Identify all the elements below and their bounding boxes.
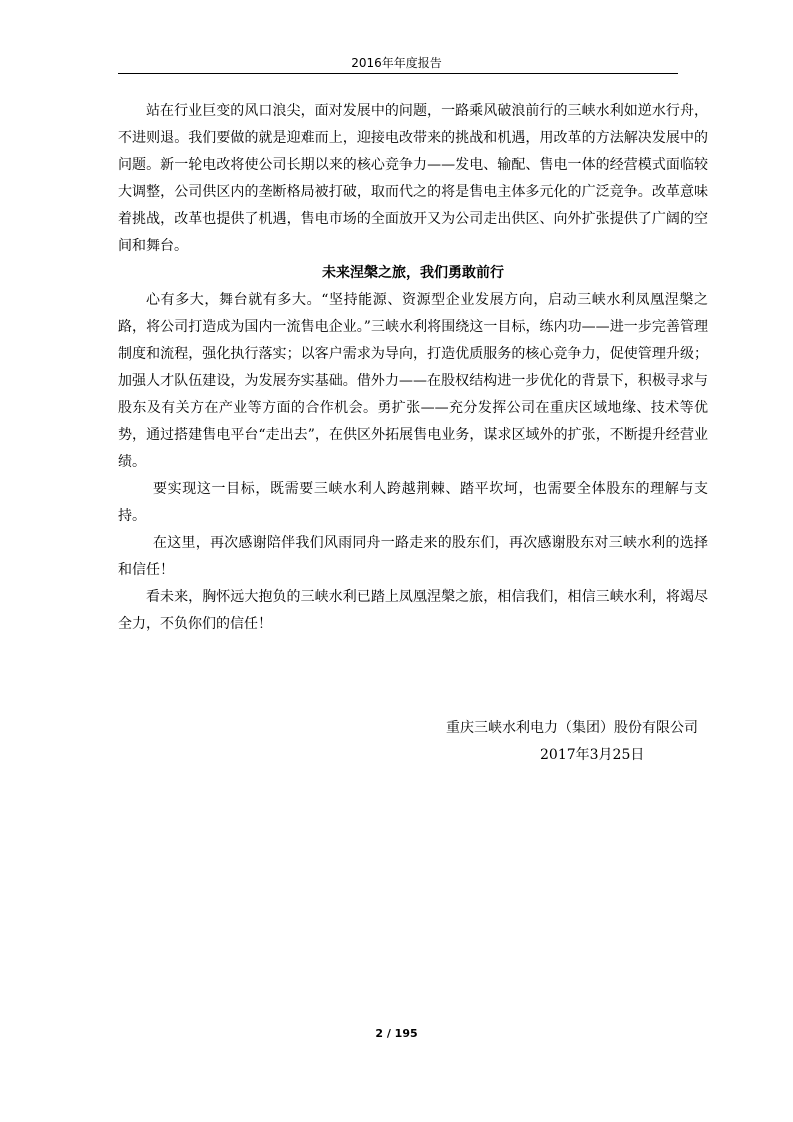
paragraph-industry-change: 站在行业巨变的风口浪尖，面对发展中的问题，一路乘风破浪前行的三峡水利如逆水行舟，不进则退。我们要做的就是迎难而上，迎接电改带来的挑战和机遇，用改革的方法解决发展中的问题。新一轮电改将使公司长期以来的核心竞争力——发电、输配、售电一体的经营模式面临较大调整，公司供区内的垄断格局被打破，取而代之的将是售电主体多元化的广泛竞争。改革意味着挑战，改革也提供了机遇，售电市场的全面放开又为公司走出供区、向外扩张提供了广阔的空间和舞台。	[118, 103, 708, 254]
paragraph-goal-support: 要实现这一目标，既需要三峡水利人跨越荆棘、踏平坎坷，也需要全体股东的理解与支持。	[118, 481, 708, 524]
paragraph-strategy: 心有多大，舞台就有多大。“坚持能源、资源型企业发展方向，启动三峡水利凤凰涅槃之路，将公司打造成为国内一流售电企业。”三峡水利将围绕这一目标，练内功——进一步完善管理制度和流程，强化执行落实；以客户需求为导向，打造优质服务的核心竞争力，促使管理升级；加强人才队伍建设，为发展夯实基础。借外力——在股权结构进一步优化的背景下，积极寻求与股东及有关方在产业等方面的合作机会。勇扩张——充分发挥公司在重庆区域地缘、技术等优势，通过搭建售电平台“走出去”，在供区外拓展售电业务，谋求区域外的扩张，不断提升经营业绩。	[118, 292, 708, 470]
letter-body	[118, 98, 708, 638]
report-title: 2016年年度报告	[351, 56, 442, 70]
signature-company: 重庆三峡水利电力（集团）股份有限公司	[446, 720, 698, 736]
signature-date: 2017年3月25日	[540, 747, 645, 763]
paragraph-outlook: 看未来，胸怀远大抱负的三峡水利已踏上凤凰涅槃之旅，相信我们，相信三峡水利，将竭尽全力，不负你们的信任！	[118, 589, 708, 632]
header-divider	[118, 73, 678, 74]
page-number: 2 / 195	[375, 1027, 418, 1040]
section-heading: 未来涅槃之旅，我们勇敢前行	[322, 265, 504, 281]
paragraph-thanks: 在这里，再次感谢陪伴我们风雨同舟一路走来的股东们，再次感谢股东对三峡水利的选择和信任！	[118, 535, 708, 578]
